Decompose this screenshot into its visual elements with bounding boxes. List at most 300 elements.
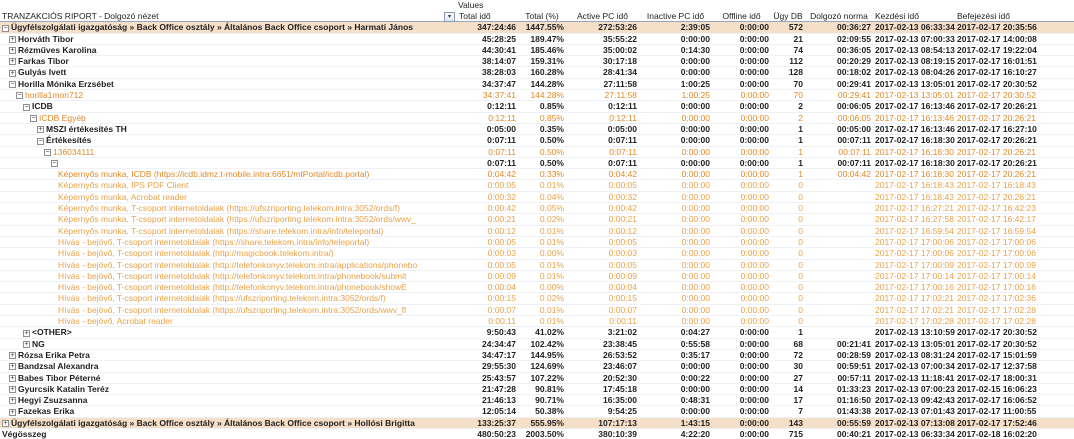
cell-ugy-db: 0	[771, 293, 805, 304]
cell-total-pct: 0.01%	[518, 180, 566, 191]
collapse-icon[interactable]: −	[52, 160, 57, 168]
cell-befejezesi-ido: 2017-02-17 17:02:28	[955, 316, 1074, 327]
cell-dolgozo-norma	[805, 225, 873, 236]
grand-total-row[interactable]	[0, 428, 1074, 439]
row-label	[0, 349, 456, 360]
table-row[interactable]	[0, 191, 1074, 202]
cell-befejezesi-ido: 2017-02-17 18:00:31	[955, 372, 1074, 383]
cell-befejezesi-ido: 2017-02-17 17:00:06	[955, 236, 1074, 247]
cell-total-ido: 0:07:11	[456, 157, 518, 168]
cell-total-ido: 0:04:42	[456, 169, 518, 180]
table-row[interactable]	[0, 146, 1074, 157]
cell-total-ido: 0:00:12	[456, 225, 518, 236]
column-header[interactable]: Befejezési idő	[955, 11, 1074, 22]
table-row[interactable]	[0, 67, 1074, 78]
row-label-text: MSZI értékesítés TH	[46, 123, 127, 134]
cell-offline-ido: 0:00:00	[712, 180, 771, 191]
cell-inactive-pc-ido: 0:14:30	[639, 44, 712, 55]
cell-active-pc-ido: 30:17:18	[566, 56, 639, 67]
row-label	[0, 146, 456, 157]
cell-dolgozo-norma: 00:36:05	[805, 44, 873, 55]
cell-kezdesi-ido: 2017-02-17 16:27:58	[875, 214, 954, 225]
cell-ugy-db: 715	[771, 428, 805, 439]
cell-total-pct: 0.02%	[518, 214, 566, 225]
cell-total-pct: 185.46%	[518, 44, 566, 55]
cell-offline-ido: 0:00:00	[712, 372, 771, 383]
expand-icon[interactable]: +	[10, 58, 15, 66]
cell-total-pct: 1447.55%	[518, 22, 566, 33]
cell-befejezesi-ido: 2017-02-17 20:30:52	[955, 78, 1074, 89]
cell-offline-ido: 0:00:00	[712, 383, 771, 394]
table-row[interactable]	[0, 372, 1074, 383]
column-header[interactable]: Total idő	[456, 11, 518, 22]
cell-total-ido: 24:34:47	[456, 338, 518, 349]
cell-ugy-db: 1	[771, 169, 805, 180]
cell-befejezesi-ido: 2017-02-17 17:00:09	[955, 259, 1074, 270]
cell-befejezesi-ido: 2017-02-17 20:26:21	[955, 146, 1074, 157]
row-label-text: Hívás - bejövő, T-csoport internetoldalak (http://magicbook.telekom.intra/)	[58, 248, 334, 259]
table-row[interactable]	[0, 203, 1074, 214]
cell-inactive-pc-ido: 0:00:00	[639, 214, 712, 225]
cell-dolgozo-norma: 00:20:29	[805, 56, 873, 67]
cell-active-pc-ido: 28:41:34	[566, 67, 639, 78]
cell-active-pc-ido: 35:00:02	[566, 44, 639, 55]
cell-ugy-db: 1	[771, 135, 805, 146]
cell-kezdesi-ido: 2017-02-17 16:18:43	[875, 191, 954, 202]
table-row[interactable]	[0, 225, 1074, 236]
expand-icon[interactable]: +	[10, 374, 15, 382]
cell-inactive-pc-ido: 0:00:00	[639, 406, 712, 417]
cell-active-pc-ido: 3:21:02	[566, 327, 639, 338]
cell-kezdesi-ido: 2017-02-17 17:00:06	[875, 248, 954, 259]
table-row[interactable]	[0, 112, 1074, 123]
collapse-icon[interactable]: −	[10, 81, 15, 89]
cell-offline-ido: 0:00:00	[712, 338, 771, 349]
cell-kezdesi-ido: 2017-02-17 16:13:46	[875, 123, 955, 134]
cell-ugy-db: 0	[771, 191, 805, 202]
table-row[interactable]	[0, 90, 1074, 101]
cell-ugy-db: 0	[771, 225, 805, 236]
cell-kezdesi-ido: 2017-02-17 16:18:30	[875, 169, 954, 180]
row-label	[0, 112, 456, 123]
expand-icon[interactable]: +	[10, 35, 15, 43]
expand-icon[interactable]: +	[10, 47, 15, 55]
cell-kezdesi-ido: 2017-02-17 16:59:54	[875, 225, 954, 236]
cell-offline-ido: 0:00:00	[712, 157, 771, 168]
row-label	[0, 338, 456, 349]
cell-dolgozo-norma	[805, 282, 873, 293]
cell-active-pc-ido: 0:00:05	[566, 236, 639, 247]
expand-icon[interactable]: +	[10, 363, 15, 371]
cell-active-pc-ido: 0:00:05	[566, 180, 639, 191]
cell-total-ido: 21:47:28	[456, 383, 518, 394]
cell-offline-ido: 0:00:00	[712, 67, 771, 78]
row-label-text: Rézműves Karolina	[18, 44, 97, 55]
cell-dolgozo-norma: 00:07:11	[805, 157, 873, 168]
cell-offline-ido: 0:00:00	[712, 282, 771, 293]
cell-inactive-pc-ido: 0:00:00	[639, 259, 712, 270]
table-row[interactable]	[0, 327, 1074, 338]
cell-inactive-pc-ido: 0:00:00	[639, 169, 712, 180]
cell-ugy-db: 1	[771, 157, 805, 168]
cell-total-pct: 555.95%	[518, 417, 566, 428]
cell-befejezesi-ido: 2017-02-17 17:02:28	[955, 304, 1074, 315]
cell-total-pct: 0.00%	[518, 282, 566, 293]
row-label-text: horilla1mon712	[25, 90, 84, 101]
cell-active-pc-ido: 9:54:25	[566, 406, 639, 417]
cell-total-ido: 0:12:11	[456, 112, 518, 123]
table-row[interactable]	[0, 33, 1074, 44]
cell-inactive-pc-ido: 0:00:00	[639, 123, 712, 134]
cell-kezdesi-ido: 2017-02-17 16:18:43	[875, 180, 954, 191]
cell-total-pct: 90.81%	[518, 383, 566, 394]
cell-offline-ido: 0:00:00	[712, 101, 771, 112]
cell-dolgozo-norma: 02:09:55	[805, 33, 873, 44]
table-row[interactable]	[0, 22, 1074, 33]
row-label	[0, 282, 456, 293]
table-row[interactable]	[0, 338, 1074, 349]
cell-dolgozo-norma: 00:29:41	[805, 78, 873, 89]
cell-offline-ido: 0:00:00	[712, 316, 771, 327]
cell-active-pc-ido: 23:46:07	[566, 361, 639, 372]
cell-inactive-pc-ido: 0:00:00	[639, 135, 712, 146]
cell-active-pc-ido: 35:55:22	[566, 33, 639, 44]
cell-ugy-db: 7	[771, 406, 805, 417]
table-row[interactable]	[0, 349, 1074, 360]
cell-total-ido: 0:00:11	[456, 316, 518, 327]
cell-inactive-pc-ido: 0:35:17	[639, 349, 712, 360]
cell-ugy-db: 2	[771, 101, 805, 112]
expand-icon[interactable]: +	[24, 340, 29, 348]
cell-active-pc-ido: 0:00:15	[566, 293, 639, 304]
cell-offline-ido: 0:00:00	[712, 406, 771, 417]
column-header[interactable]: Ügy DB	[771, 11, 805, 22]
cell-dolgozo-norma	[805, 259, 873, 270]
expand-icon[interactable]: +	[3, 419, 8, 427]
cell-inactive-pc-ido: 0:00:00	[639, 56, 712, 67]
collapse-icon[interactable]: −	[17, 92, 22, 100]
report-title: TRANZAKCIÓS RIPORT - Dolgozó nézet	[0, 11, 456, 22]
cell-inactive-pc-ido: 0:00:00	[639, 236, 712, 247]
cell-kezdesi-ido: 2017-02-17 16:13:46	[875, 101, 955, 112]
column-header[interactable]: Kezdési idő	[873, 11, 955, 22]
row-label-text: <OTHER>	[32, 327, 72, 338]
row-label	[0, 101, 456, 112]
cell-total-ido: 0:05:00	[456, 123, 518, 134]
cell-inactive-pc-ido: 0:00:00	[639, 304, 712, 315]
cell-ugy-db: 74	[771, 44, 805, 55]
cell-kezdesi-ido: 2017-02-17 17:00:14	[875, 270, 954, 281]
table-row[interactable]	[0, 214, 1074, 225]
cell-befejezesi-ido: 2017-02-17 20:26:21	[955, 101, 1074, 112]
cell-inactive-pc-ido: 0:00:00	[639, 248, 712, 259]
cell-total-pct: 102.42%	[518, 338, 566, 349]
row-label	[0, 417, 456, 428]
cell-befejezesi-ido: 2017-02-17 16:18:43	[955, 180, 1074, 191]
row-label-text: Képernyős munka, IPS PDF Client	[58, 180, 189, 191]
row-filter-dropdown-icon[interactable]: ▾	[444, 12, 455, 22]
cell-offline-ido: 0:00:00	[712, 44, 771, 55]
cell-kezdesi-ido: 2017-02-13 13:10:59	[875, 327, 955, 338]
cell-total-ido: 38:28:03	[456, 67, 518, 78]
table-row[interactable]	[0, 270, 1074, 281]
cell-befejezesi-ido: 2017-02-17 20:30:52	[955, 327, 1074, 338]
table-row[interactable]	[0, 316, 1074, 327]
cell-ugy-db: 0	[771, 180, 805, 191]
cell-offline-ido: 0:00:00	[712, 248, 771, 259]
cell-inactive-pc-ido: 0:00:00	[639, 180, 712, 191]
row-label	[0, 327, 456, 338]
column-header[interactable]: Inactive PC idő	[639, 11, 712, 22]
cell-kezdesi-ido: 2017-02-13 07:00:23	[875, 383, 955, 394]
table-row[interactable]	[0, 293, 1074, 304]
table-row[interactable]	[0, 304, 1074, 315]
row-label	[0, 236, 456, 247]
row-label-text: Horilla Mónika Erzsébet	[18, 78, 114, 89]
table-row[interactable]	[0, 282, 1074, 293]
row-label-text: Hívás - bejövő, T-csoport internetoldalak (http://telefonkonyv.telekom.intra/phonebook/showE	[58, 282, 407, 293]
table-row[interactable]	[0, 383, 1074, 394]
column-header[interactable]: Dolgozó norma	[805, 11, 873, 22]
cell-befejezesi-ido: 2017-02-17 16:01:51	[955, 56, 1074, 67]
row-label-text: Hívás - bejövő, Acrobat reader	[58, 316, 173, 327]
cell-active-pc-ido: 0:00:12	[566, 225, 639, 236]
cell-total-ido: 0:07:11	[456, 135, 518, 146]
cell-kezdesi-ido: 2017-02-17 17:00:16	[875, 282, 954, 293]
row-label-text: Ügyfélszolgálati igazgatóság » Back Office osztály » Általános Back Office csoport » Harmati János	[11, 22, 413, 33]
cell-total-ido: 38:14:07	[456, 56, 518, 67]
table-row[interactable]	[0, 406, 1074, 417]
cell-befejezesi-ido: 2017-02-17 16:42:23	[955, 203, 1074, 214]
collapse-icon[interactable]: −	[38, 137, 43, 145]
cell-total-pct: 107.22%	[518, 372, 566, 383]
cell-dolgozo-norma: 00:57:11	[805, 372, 873, 383]
expand-icon[interactable]: +	[10, 408, 15, 416]
row-label-text: Hívás - bejövő, T-csoport internetoldalak (https://share.telekom.intra/info/teleportal)	[58, 236, 370, 247]
cell-total-ido: 44:30:41	[456, 44, 518, 55]
cell-ugy-db: 112	[771, 56, 805, 67]
cell-ugy-db: 30	[771, 361, 805, 372]
row-label-text: Képernyős munka, T-csoport internetoldalak (https://share.telekom.intra/info/teleportal)	[58, 225, 384, 236]
cell-dolgozo-norma	[805, 316, 873, 327]
cell-dolgozo-norma	[805, 293, 873, 304]
cell-total-ido: 0:00:21	[456, 214, 518, 225]
cell-total-pct: 0.01%	[518, 259, 566, 270]
cell-befejezesi-ido: 2017-02-17 15:01:59	[955, 349, 1074, 360]
row-label	[0, 157, 456, 168]
collapse-icon[interactable]: −	[24, 103, 29, 111]
cell-total-ido: 45:28:25	[456, 33, 518, 44]
table-row[interactable]	[0, 236, 1074, 247]
cell-offline-ido: 0:00:00	[712, 327, 771, 338]
cell-inactive-pc-ido: 0:00:00	[639, 282, 712, 293]
cell-ugy-db: 14	[771, 383, 805, 394]
cell-dolgozo-norma: 01:43:38	[805, 406, 873, 417]
table-row[interactable]	[0, 157, 1074, 168]
collapse-icon[interactable]: −	[31, 114, 36, 122]
cell-befejezesi-ido: 2017-02-17 17:52:46	[955, 417, 1074, 428]
cell-total-pct: 0.50%	[518, 135, 566, 146]
cell-active-pc-ido: 23:38:45	[566, 338, 639, 349]
row-label	[0, 44, 456, 55]
cell-total-pct: 0.01%	[518, 236, 566, 247]
expand-icon[interactable]: +	[10, 397, 15, 405]
column-header-row	[0, 11, 1074, 22]
table-row[interactable]	[0, 56, 1074, 67]
cell-inactive-pc-ido: 0:00:00	[639, 33, 712, 44]
column-header[interactable]: Active PC idő	[566, 11, 639, 22]
cell-inactive-pc-ido: 0:00:00	[639, 203, 712, 214]
table-row[interactable]	[0, 248, 1074, 259]
expand-icon[interactable]: +	[10, 352, 15, 360]
table-row[interactable]	[0, 180, 1074, 191]
row-label-text: Képernyős munka, Acrobat reader	[58, 191, 187, 202]
row-label	[0, 214, 456, 225]
cell-active-pc-ido: 0:00:11	[566, 316, 639, 327]
cell-dolgozo-norma: 00:05:00	[805, 123, 873, 134]
cell-ugy-db: 1	[771, 327, 805, 338]
cell-total-ido: 347:24:46	[456, 22, 518, 33]
row-label-text: Hívás - bejövő, T-csoport internetoldalak (http://telefonkonyv.telekom.intra/applications/phonebo	[58, 259, 418, 270]
row-label	[0, 56, 456, 67]
cell-ugy-db: 128	[771, 67, 805, 78]
table-row[interactable]	[0, 395, 1074, 406]
cell-total-pct: 0.00%	[518, 248, 566, 259]
row-label	[0, 225, 456, 236]
cell-total-pct: 0.04%	[518, 191, 566, 202]
cell-ugy-db: 0	[771, 304, 805, 315]
cell-total-pct: 124.69%	[518, 361, 566, 372]
cell-kezdesi-ido: 2017-02-13 07:01:43	[875, 406, 955, 417]
cell-dolgozo-norma: 00:40:21	[805, 428, 873, 439]
cell-offline-ido: 0:00:00	[712, 428, 771, 439]
row-label-text: Végösszeg	[2, 428, 47, 439]
cell-befejezesi-ido: 2017-02-17 16:59:54	[955, 225, 1074, 236]
cell-total-ido: 0:00:04	[456, 282, 518, 293]
cell-kezdesi-ido: 2017-02-17 17:00:06	[875, 236, 954, 247]
cell-offline-ido: 0:00:00	[712, 203, 771, 214]
cell-total-pct: 0.05%	[518, 203, 566, 214]
cell-inactive-pc-ido: 0:00:00	[639, 101, 712, 112]
cell-total-ido: 29:55:30	[456, 361, 518, 372]
collapse-icon[interactable]: −	[3, 24, 8, 32]
cell-total-pct: 144.95%	[518, 349, 566, 360]
cell-total-pct: 144.28%	[518, 90, 566, 101]
table-row[interactable]	[0, 78, 1074, 89]
row-label	[0, 180, 456, 191]
cell-active-pc-ido: 0:00:05	[566, 259, 639, 270]
cell-dolgozo-norma: 00:18:02	[805, 67, 873, 78]
cell-dolgozo-norma: 01:16:50	[805, 395, 873, 406]
cell-kezdesi-ido: 2017-02-13 08:54:13	[875, 44, 955, 55]
table-row[interactable]	[0, 44, 1074, 55]
cell-befejezesi-ido: 2017-02-17 17:00:14	[955, 270, 1074, 281]
column-header[interactable]: Total (%)	[518, 11, 566, 22]
row-label-text: Hívás - bejövő, T-csoport internetoldalak (http://telefonkonyv.telekom.intra/phonebook/submit	[58, 270, 407, 281]
cell-active-pc-ido: 0:00:04	[566, 282, 639, 293]
cell-offline-ido: 0:00:00	[712, 123, 771, 134]
cell-kezdesi-ido: 2017-02-13 13:05:01	[875, 90, 954, 101]
cell-kezdesi-ido: 2017-02-17 16:18:30	[875, 135, 955, 146]
row-label-text: Ügyfélszolgálati igazgatóság » Back Office osztály » Általános Back Office csoport » Hollósi Brigitta	[11, 417, 415, 428]
column-header[interactable]: Offline idő	[712, 11, 771, 22]
cell-kezdesi-ido: 2017-02-13 07:13:08	[875, 417, 955, 428]
table-row[interactable]	[0, 169, 1074, 180]
table-row[interactable]	[0, 101, 1074, 112]
cell-befejezesi-ido: 2017-02-17 20:35:56	[955, 22, 1074, 33]
cell-inactive-pc-ido: 0:00:00	[639, 293, 712, 304]
cell-inactive-pc-ido: 0:00:22	[639, 372, 712, 383]
cell-offline-ido: 0:00:00	[712, 90, 771, 101]
cell-befejezesi-ido: 2017-02-15 16:06:23	[955, 383, 1074, 394]
cell-active-pc-ido: 26:53:52	[566, 349, 639, 360]
cell-active-pc-ido: 0:00:07	[566, 304, 639, 315]
cell-dolgozo-norma: 00:07:11	[805, 135, 873, 146]
cell-total-ido: 0:00:07	[456, 304, 518, 315]
cell-total-pct: 0.50%	[518, 146, 566, 157]
cell-total-pct: 159.31%	[518, 56, 566, 67]
expand-icon[interactable]: +	[38, 126, 43, 134]
table-row[interactable]	[0, 361, 1074, 372]
cell-total-pct: 50.38%	[518, 406, 566, 417]
row-label	[0, 304, 456, 315]
cell-offline-ido: 0:00:00	[712, 304, 771, 315]
cell-dolgozo-norma: 00:06:05	[805, 112, 873, 123]
cell-befejezesi-ido: 2017-02-17 17:00:16	[955, 282, 1074, 293]
row-label-text: Bandzsal Alexandra	[18, 361, 99, 372]
expand-icon[interactable]: +	[24, 329, 29, 337]
expand-icon[interactable]: +	[10, 69, 15, 77]
cell-ugy-db: 1	[771, 123, 805, 134]
cell-befejezesi-ido: 2017-02-17 14:00:08	[955, 33, 1074, 44]
cell-ugy-db: 0	[771, 214, 805, 225]
cell-kezdesi-ido: 2017-02-13 07:00:33	[875, 33, 955, 44]
cell-total-ido: 0:00:05	[456, 236, 518, 247]
row-label	[0, 248, 456, 259]
cell-inactive-pc-ido: 1:00:25	[639, 90, 712, 101]
cell-offline-ido: 0:00:00	[712, 78, 771, 89]
row-label	[0, 361, 456, 372]
row-label	[0, 123, 456, 134]
row-label-text: ICDB	[32, 101, 53, 112]
row-label	[0, 169, 456, 180]
table-row[interactable]	[0, 135, 1074, 146]
cell-total-ido: 34:37:47	[456, 78, 518, 89]
cell-active-pc-ido: 0:00:42	[566, 203, 639, 214]
table-row[interactable]	[0, 123, 1074, 134]
cell-total-ido: 9:50:43	[456, 327, 518, 338]
cell-dolgozo-norma	[805, 203, 873, 214]
collapse-icon[interactable]: −	[45, 148, 50, 156]
cell-offline-ido: 0:00:00	[712, 236, 771, 247]
cell-offline-ido: 0:00:00	[712, 293, 771, 304]
row-label-text: NG	[32, 338, 45, 349]
cell-active-pc-ido: 0:12:11	[566, 112, 639, 123]
cell-total-pct: 0.35%	[518, 123, 566, 134]
expand-icon[interactable]: +	[10, 386, 15, 394]
cell-kezdesi-ido: 2017-02-13 08:04:26	[875, 67, 955, 78]
cell-active-pc-ido: 0:00:32	[566, 191, 639, 202]
table-row[interactable]	[0, 259, 1074, 270]
cell-kezdesi-ido: 2017-02-17 17:02:21	[875, 304, 954, 315]
table-row[interactable]	[0, 417, 1074, 428]
row-label-text: Gulyás Ivett	[18, 67, 67, 78]
cell-ugy-db: 68	[771, 338, 805, 349]
row-label	[0, 395, 456, 406]
cell-active-pc-ido: 0:00:09	[566, 270, 639, 281]
cell-total-pct: 41.02%	[518, 327, 566, 338]
cell-active-pc-ido: 0:07:11	[566, 135, 639, 146]
